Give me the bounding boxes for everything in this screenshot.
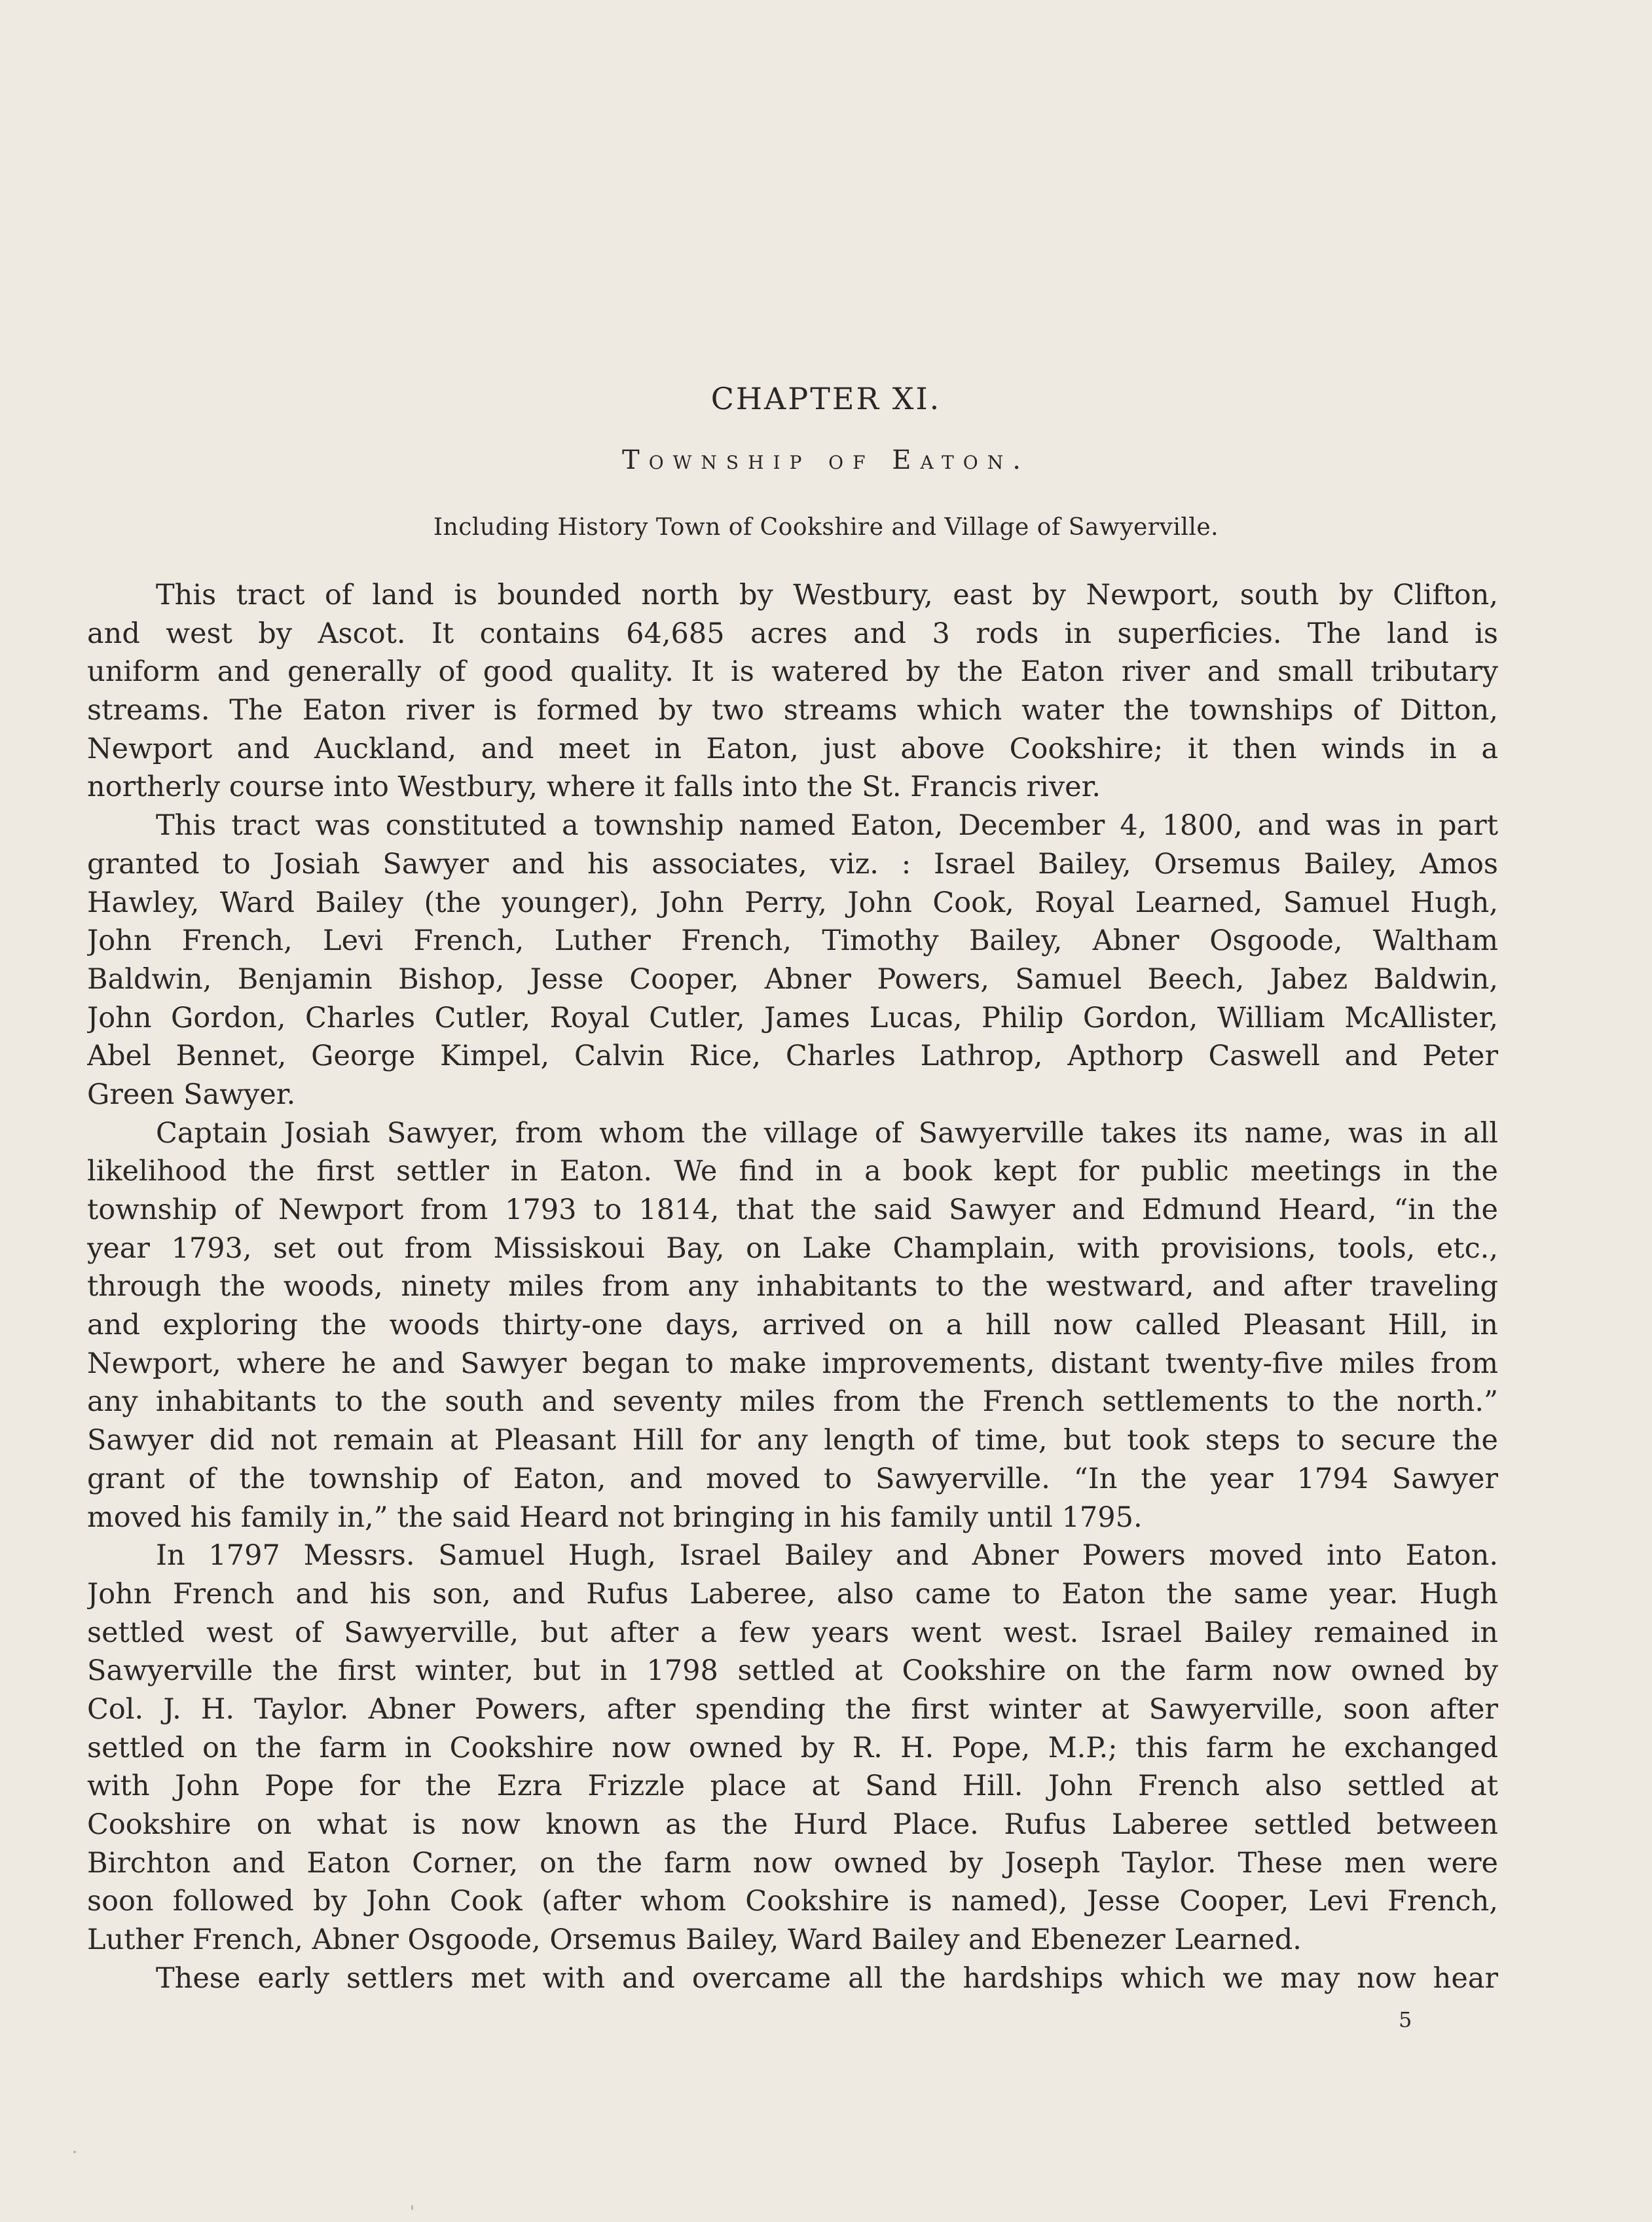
text-line: John French and his son, and Rufus Laberee, also came to Eaton the same year. Hugh	[87, 1577, 1498, 1611]
text-line: John French, Levi French, Luther French, Timothy Bailey, Abner Osgoode, Waltham	[87, 924, 1498, 958]
text-line: Col. J. H. Taylor. Abner Powers, after spending the first winter at Sawyerville, soon after	[87, 1692, 1498, 1726]
chapter-title: CHAPTER XI.	[710, 381, 942, 416]
text-line: likelihood the first settler in Eaton. We find in a book kept for public meetings in the	[87, 1155, 1498, 1188]
text-line: Cookshire on what is now known as the Hurd Place. Rufus Laberee settled between	[87, 1808, 1498, 1841]
chapter-body-text	[87, 576, 1498, 1997]
text-line: In 1797 Messrs. Samuel Hugh, Israel Bailey and Abner Powers moved into Eaton.	[156, 1539, 1498, 1573]
text-line: through the woods, ninety miles from any inhabitants to the westward, and after traveling	[87, 1270, 1498, 1303]
text-line: and west by Ascot. It contains 64,685 acres and 3 rods in superficies. The land is	[87, 617, 1498, 650]
paper-speck	[411, 2205, 413, 2210]
text-line: Sawyerville the first winter, but in 1798 settled at Cookshire on the farm now owned by	[87, 1654, 1498, 1688]
text-line: Luther French, Abner Osgoode, Orsemus Bailey, Ward Bailey and Ebenezer Learned.	[87, 1923, 1302, 1957]
text-line: Sawyer did not remain at Pleasant Hill for any length of time, but took steps to secure the	[87, 1424, 1498, 1457]
text-line: granted to Josiah Sawyer and his associates, viz. : Israel Bailey, Orsemus Bailey, Amos	[87, 847, 1498, 881]
text-line: settled on the farm in Cookshire now owned by R. H. Pope, M.P.; this farm he exchanged	[87, 1731, 1498, 1764]
text-line: moved his family in,” the said Heard not bringing in his family until 1795.	[87, 1501, 1143, 1534]
text-line: Newport and Auckland, and meet in Eaton, just above Cookshire; it then winds in a	[87, 732, 1498, 765]
text-line: Newport, where he and Sawyer began to make improvements, distant twenty-five miles from	[87, 1347, 1498, 1380]
text-line: any inhabitants to the south and seventy miles from the French settlements to the north.”	[87, 1385, 1498, 1419]
section-title: Township of Eaton.	[622, 445, 1030, 475]
text-line: soon followed by John Cook (after whom Cookshire is named), Jesse Cooper, Levi French,	[87, 1885, 1498, 1918]
text-line: This tract was constituted a township named Eaton, December 4, 1800, and was in part	[156, 809, 1498, 843]
text-line: and exploring the woods thirty-one days, arrived on a hill now called Pleasant Hill, in	[87, 1309, 1498, 1342]
text-line: Captain Josiah Sawyer, from whom the village of Sawyerville takes its name, was in all	[156, 1116, 1498, 1150]
paper-speck	[73, 2151, 76, 2153]
text-line: Green Sawyer.	[87, 1078, 296, 1111]
text-line: settled west of Sawyerville, but after a few years went west. Israel Bailey remained in	[87, 1616, 1498, 1649]
text-line: township of Newport from 1793 to 1814, that the said Sawyer and Edmund Heard, “in the	[87, 1193, 1498, 1226]
text-line: Baldwin, Benjamin Bishop, Jesse Cooper, Abner Powers, Samuel Beech, Jabez Baldwin,	[87, 962, 1498, 996]
text-line: John Gordon, Charles Cutler, Royal Cutler, James Lucas, Philip Gordon, William McAllister,	[87, 1001, 1498, 1034]
page-number: 5	[1399, 2007, 1412, 2032]
text-line: grant of the township of Eaton, and moved to Sawyerville. “In the year 1794 Sawyer	[87, 1462, 1498, 1495]
text-line: streams. The Eaton river is formed by two streams which water the townships of Ditton,	[87, 694, 1498, 727]
text-line: uniform and generally of good quality. It is watered by the Eaton river and small tributary	[87, 655, 1498, 689]
chapter-subtitle: Including History Town of Cookshire and Village of Sawyerville.	[433, 514, 1219, 541]
text-line: northerly course into Westbury, where it falls into the St. Francis river.	[87, 771, 1101, 804]
text-line: Birchton and Eaton Corner, on the farm now owned by Joseph Taylor. These men were	[87, 1846, 1498, 1880]
text-line: Abel Bennet, George Kimpel, Calvin Rice, Charles Lathrop, Apthorp Caswell and Peter	[87, 1040, 1498, 1073]
text-line: year 1793, set out from Missiskoui Bay, on Lake Champlain, with provisions, tools, etc.,	[87, 1231, 1498, 1265]
text-line: with John Pope for the Ezra Frizzle place at Sand Hill. John French also settled at	[87, 1770, 1498, 1803]
text-line: These early settlers met with and overcame all the hardships which we may now hear	[156, 1961, 1498, 1995]
text-line: This tract of land is bounded north by Westbury, east by Newport, south by Clifton,	[156, 579, 1498, 611]
text-line: Hawley, Ward Bailey (the younger), John Perry, John Cook, Royal Learned, Samuel Hugh,	[87, 886, 1498, 919]
